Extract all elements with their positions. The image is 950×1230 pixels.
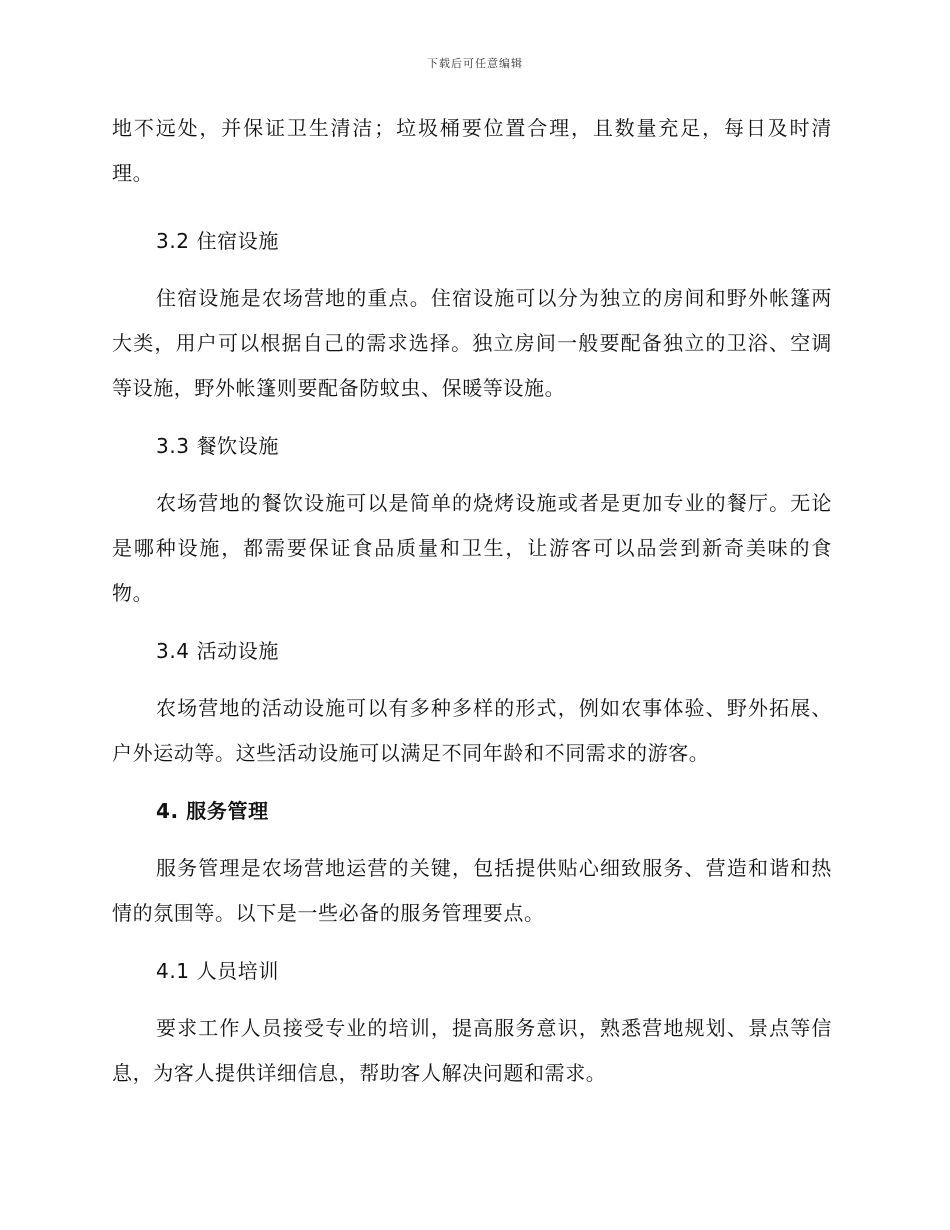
heading-3-3: 3.3 餐饮设施	[156, 434, 279, 458]
paragraph-staff-training: 要求工作人员接受专业的培训，提高服务意识，熟悉营地规划、景点等信息，为客人提供详细信息，帮助客人解决问题和需求。	[112, 1016, 832, 1085]
document-body	[112, 106, 832, 1096]
heading-3-2: 3.2 住宿设施	[156, 229, 279, 253]
heading-3-4: 3.4 活动设施	[156, 639, 279, 663]
paragraph-activities: 农场营地的活动设施可以有多种多样的形式，例如农事体验、野外拓展、户外运动等。这些活动设施可以满足不同年龄和不同需求的游客。	[112, 696, 832, 765]
header-note: 下载后可任意编辑	[427, 57, 523, 70]
paragraph-dining: 农场营地的餐饮设施可以是简单的烧烤设施或者是更加专业的餐厅。无论是哪种设施，都需要保证食品质量和卫生，让游客可以品尝到新奇美味的食物。	[112, 491, 832, 605]
heading-4: 4. 服务管理	[156, 799, 269, 823]
paragraph-service-management: 服务管理是农场营地运营的关键，包括提供贴心细致服务、营造和谐和热情的氛围等。以下是一些必备的服务管理要点。	[112, 856, 832, 925]
paragraph-accommodation: 住宿设施是农场营地的重点。住宿设施可以分为独立的房间和野外帐篷两大类，用户可以根据自己的需求选择。独立房间一般要配备独立的卫浴、空调等设施，野外帐篷则要配备防蚊虫、保暖等设施。	[112, 286, 832, 400]
heading-4-1: 4.1 人员培训	[156, 959, 279, 983]
paragraph-continued: 地不远处，并保证卫生清洁；垃圾桶要位置合理，且数量充足，每日及时清理。	[112, 116, 832, 185]
